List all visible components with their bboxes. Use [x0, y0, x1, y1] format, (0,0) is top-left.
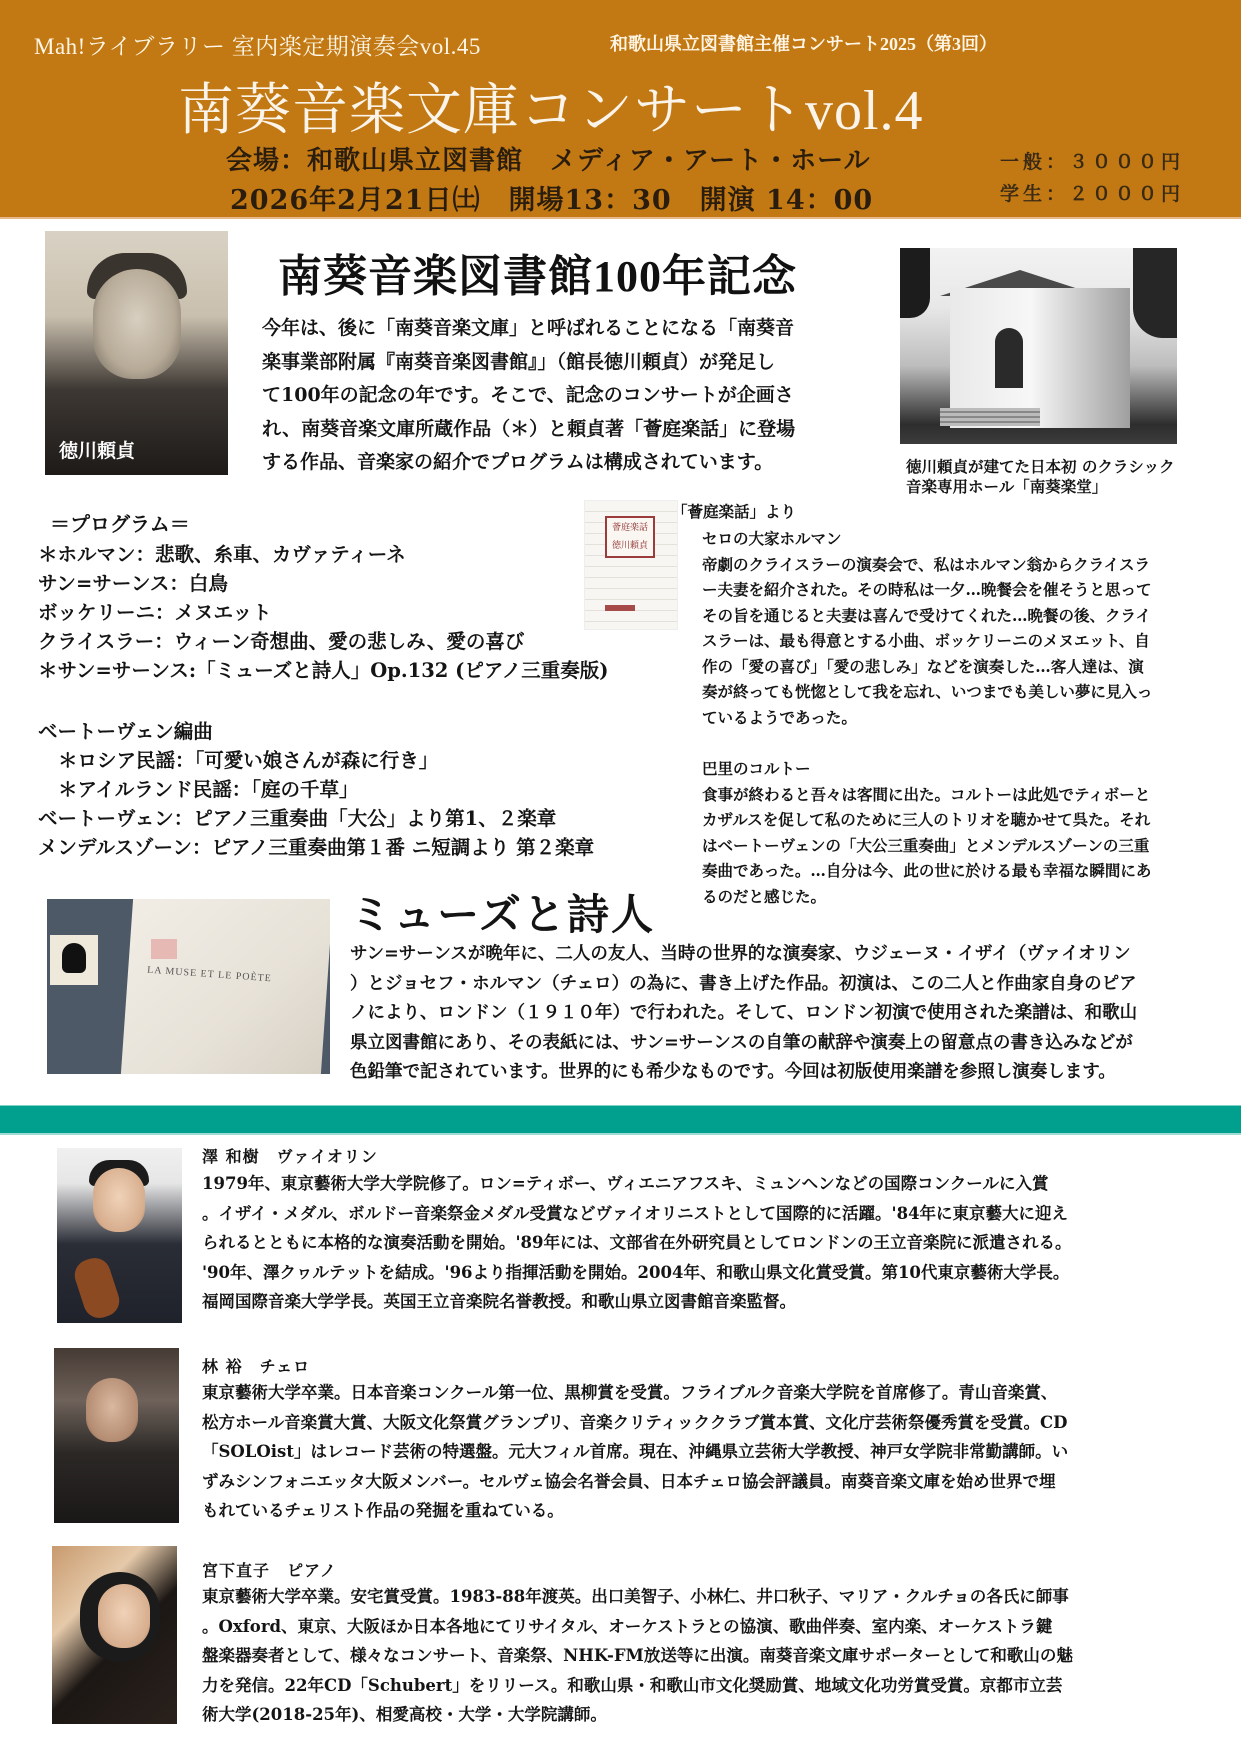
concert-title: 南葵音楽文庫コンサートvol.4: [178, 80, 924, 142]
pianist-name: 宮下直子 ピアノ: [202, 1561, 337, 1580]
muse-line: ）とジョセフ・ホルマン（チェロ）の為に、書き上げた作品。初演は、この二人と作曲家自身のピア: [350, 973, 1137, 994]
pianist-bio: [202, 1582, 1192, 1730]
silhouette-card: [50, 935, 98, 985]
organizer-label: 和歌山県立図書館主催コンサート2025（第3回）: [610, 34, 997, 54]
book-title: 薈庭楽話: [611, 522, 648, 532]
pianist-photo: [52, 1546, 177, 1724]
program-item: サン=サーンス：白鳥: [38, 572, 228, 595]
library-stamp: [151, 939, 177, 959]
score-title-text: LA MUSE ET LE POÈTE: [146, 964, 273, 985]
score-cover-photo: [47, 899, 330, 1074]
bio-line: 松方ホール音楽賞大賞、大阪文化祭賞グランプリ、音楽クリティッククラブ賞本賞、文化庁芸術祭優秀賞を受賞。CD: [202, 1412, 1068, 1432]
bio-line: られるとともに本格的な演奏活動を開始。'89年には、文部省在外研究員としてロンドンの王立音楽院に派遣される。: [202, 1233, 1072, 1252]
bio-line: 盤楽器奏者として、様々なコンサート、音楽祭、NHK-FM放送等に出演。南葵音楽文庫サポーターとして和歌山の魅: [202, 1646, 1073, 1665]
program-item: クライスラー：ウィーン奇想曲、愛の悲しみ、愛の喜び: [38, 630, 525, 653]
excerpt-line: カザルスを促して私のために三人のトリオを聴かせて呉た。それ: [702, 810, 1151, 829]
face-shape: [93, 1168, 145, 1232]
intro-line: て100年の記念の年です。そこで、記念のコンサートが企画さ: [262, 384, 794, 406]
excerpt-holman: [702, 526, 1192, 730]
violin-shape: [71, 1254, 124, 1322]
program-item: ベートーヴェン：ピアノ三重奏曲「大公」より第1、２楽章: [38, 807, 557, 830]
bio-line: 力を発信。22年CD「Schubert」をリリース。和歌山県・和歌山市文化奨励賞、地域文化功労賞受賞。京都市立芸: [202, 1675, 1063, 1695]
program-item: ＊ロシア民謡：「可愛い娘さんが森に行き」: [58, 749, 439, 772]
excerpt-line: 帝劇のクライスラーの演奏会で、私はホルマン翁からクライスラ: [702, 554, 1150, 574]
section-divider: [0, 1105, 1241, 1135]
bio-line: 術大学(2018-25年)、相愛高校・大学・大学院講師。: [202, 1705, 607, 1724]
excerpt-title: 巴里のコルトー: [702, 759, 811, 778]
excerpt-cortot: [702, 756, 1192, 909]
series-label: Mah!ライブラリー 室内楽定期演奏会vol.45: [34, 34, 481, 59]
muse-line: ノにより、ロンドン（１９１０年）で行われた。そして、ロンドン初演で使用された楽譜は、和歌山: [350, 1003, 1138, 1023]
caption-line: 徳川頼貞が建てた日本初 のクラシック: [906, 457, 1175, 476]
price-student: 学生：２０００円: [1000, 183, 1185, 205]
excerpt-line: 奏曲であった。…自分は今、此の世に於ける最も幸福な瞬間にあ: [702, 861, 1152, 880]
bio-line: 。イザイ・メダル、ボルドー音楽祭金メダル受賞などヴァイオリニストとして国際的に活躍。'84年に東京藝大に迎え: [202, 1203, 1069, 1223]
face-shape: [98, 1584, 150, 1648]
publisher-mark: [605, 605, 635, 611]
muse-description: [350, 940, 1195, 1088]
program-item: ＊アイルランド民謡：「庭の千草」: [58, 778, 359, 801]
door-shape: [995, 328, 1023, 388]
caption-line: 音楽専用ホール「南葵楽堂」: [906, 477, 1108, 496]
excerpt-line: 食事が終わると吾々は客間に出た。コルトーは此処でティボーと: [702, 784, 1151, 804]
excerpt-title: セロの大家ホルマン: [702, 529, 842, 548]
score-page: [121, 899, 330, 1074]
bio-line: 東京藝術大学卒業。安宅賞受賞。1983-88年渡英。出口美智子、小林仁、井口秋子、マリア・クルチョの各氏に師事: [202, 1587, 1069, 1606]
excerpt-line: はベートーヴェンの「大公三重奏曲」とメンデルスゾーンの三重: [702, 835, 1150, 855]
intro-line: 楽事業部附属『南葵音楽図書館』」（館長徳川頼貞）が発足し: [262, 350, 776, 373]
program-item: ＊ホルマン：悲歌、糸車、カヴァティーネ: [38, 543, 406, 566]
bio-line: ずみシンフォニエッタ大阪メンバー。セルヴェ協会名誉会員、日本チェロ協会評議員。南葵音楽文庫を始め世界で埋: [202, 1471, 1056, 1491]
bio-line: 福岡国際音楽大学学長。英国王立音楽院名誉教授。和歌山県立図書館音楽監督。: [202, 1292, 796, 1311]
date-time-info: 2026年2月21日㈯ 開場13：30 開演 14：00: [230, 185, 874, 216]
excerpt-source: 「薈庭楽話」より: [672, 502, 797, 521]
centennial-title: 南葵音楽図書館100年記念: [278, 252, 797, 301]
program-item: ＊サン=サーンス:「ミューズと詩人」Op.132 (ピアノ三重奏版): [38, 659, 609, 682]
bio-line: もれているチェリスト作品の発掘を重ねている。: [202, 1501, 564, 1520]
building-caption: [906, 457, 1175, 497]
price-general: 一般：３０００円: [1000, 151, 1185, 173]
building-photo: [900, 248, 1177, 444]
excerpt-line: るのだと感じた。: [702, 886, 827, 906]
excerpt-line: 作の「愛の喜び」「愛の悲しみ」などを演奏した…客人達は、演: [702, 656, 1144, 676]
muse-line: 県立図書館にあり、その表紙には、サン=サーンスの自筆の献辞や演奏上の留意点の書き込みなどが: [350, 1032, 1133, 1053]
intro-line: する作品、音楽家の紹介でプログラムは構成されています。: [262, 451, 774, 473]
book-author: 徳川頼貞: [611, 540, 648, 550]
violinist-photo: [57, 1148, 182, 1323]
muse-line: 色鉛筆で記されています。世界的にも希少なものです。今回は初版使用楽譜を参照し演奏します。: [350, 1062, 1116, 1082]
violinist-name: 澤 和樹 ヴァイオリン: [202, 1147, 378, 1166]
portrait-face: [93, 269, 181, 379]
tree-shape: [900, 248, 930, 318]
steps-shape: [940, 408, 1040, 426]
muse-line: サン=サーンスが晩年に、二人の友人、当時の世界的な演奏家、ウジェーヌ・イザイ（ヴァイオリン: [350, 944, 1131, 964]
excerpt-line: その旨を通じると夫妻は喜んで受けてくれた…晩餐の後、クライ: [702, 605, 1152, 625]
face-shape: [86, 1378, 138, 1442]
program-item: ボッケリーニ：メヌエット: [38, 601, 272, 624]
tree-shape: [1133, 248, 1177, 338]
muse-title: ミューズと詩人: [350, 893, 656, 939]
program-heading: ＝プログラム＝: [50, 512, 190, 536]
bio-line: 東京藝術大学卒業。日本音楽コンクール第一位、黒柳賞を受賞。フライブルク音楽大学院を首席修了。青山音楽賞、: [202, 1383, 1058, 1402]
excerpt-line: ー夫妻を紹介された。その時私は一夕…晩餐会を催そうと思って: [702, 580, 1152, 599]
bio-line: '90年、澤クヮルテットを結成。'96より指揮活動を開始。2004年、和歌山県文化賞受賞。第10代東京藝術大学長。: [202, 1262, 1070, 1282]
book-cover-image: [584, 500, 678, 630]
cellist-name: 林 裕 チェロ: [202, 1357, 311, 1376]
intro-line: 今年は、後に「南葵音楽文庫」と呼ばれることになる「南葵音: [262, 317, 795, 339]
program-list: [38, 540, 609, 685]
program-item: メンデルスゾーン：ピアノ三重奏曲第１番 ニ短調より 第２楽章: [38, 836, 595, 859]
excerpt-line: ているようであった。: [702, 707, 857, 727]
portrait-label: 徳川頼貞: [59, 441, 136, 462]
program-item: ベートーヴェン編曲: [38, 720, 213, 743]
building-shape: [950, 288, 1130, 428]
bio-line: 。Oxford、東京、大阪ほか日本各地にてリサイタル、オーケストラとの協演、歌曲伴奏、室内楽、オーケストラ鍵: [202, 1616, 1053, 1636]
centennial-intro: [262, 312, 874, 480]
portrait-photo: [45, 231, 228, 475]
bio-line: 「SOLOist」はレコード芸術の特選盤。元大フィル首席。現在、沖縄県立芸術大学教授、神戸女学院非常勤講師。い: [202, 1442, 1069, 1461]
program-list-second: [38, 717, 594, 862]
venue-info: 会場：和歌山県立図書館 メディア・アート・ホール: [226, 146, 871, 176]
violinist-bio: [202, 1169, 1192, 1317]
cellist-bio: [202, 1378, 1192, 1526]
intro-line: れ、南葵音楽文庫所蔵作品（＊）と頼貞著「薈庭楽話」に登場: [262, 417, 796, 440]
excerpt-line: 奏が終っても恍惚として我を忘れ、いつまでも美しい夢に見入っ: [702, 682, 1153, 701]
header-band: [0, 0, 1241, 219]
excerpt-line: スラーは、最も得意とする小曲、ボッケリーニのメヌエット、自: [702, 631, 1150, 650]
book-title-box: [605, 516, 655, 558]
cellist-photo: [54, 1348, 179, 1523]
bio-line: 1979年、東京藝術大学大学院修了。ロン=ティボー、ヴィエニアフスキ、ミュンヘンなどの国際コンクールに入賞: [202, 1174, 1049, 1193]
